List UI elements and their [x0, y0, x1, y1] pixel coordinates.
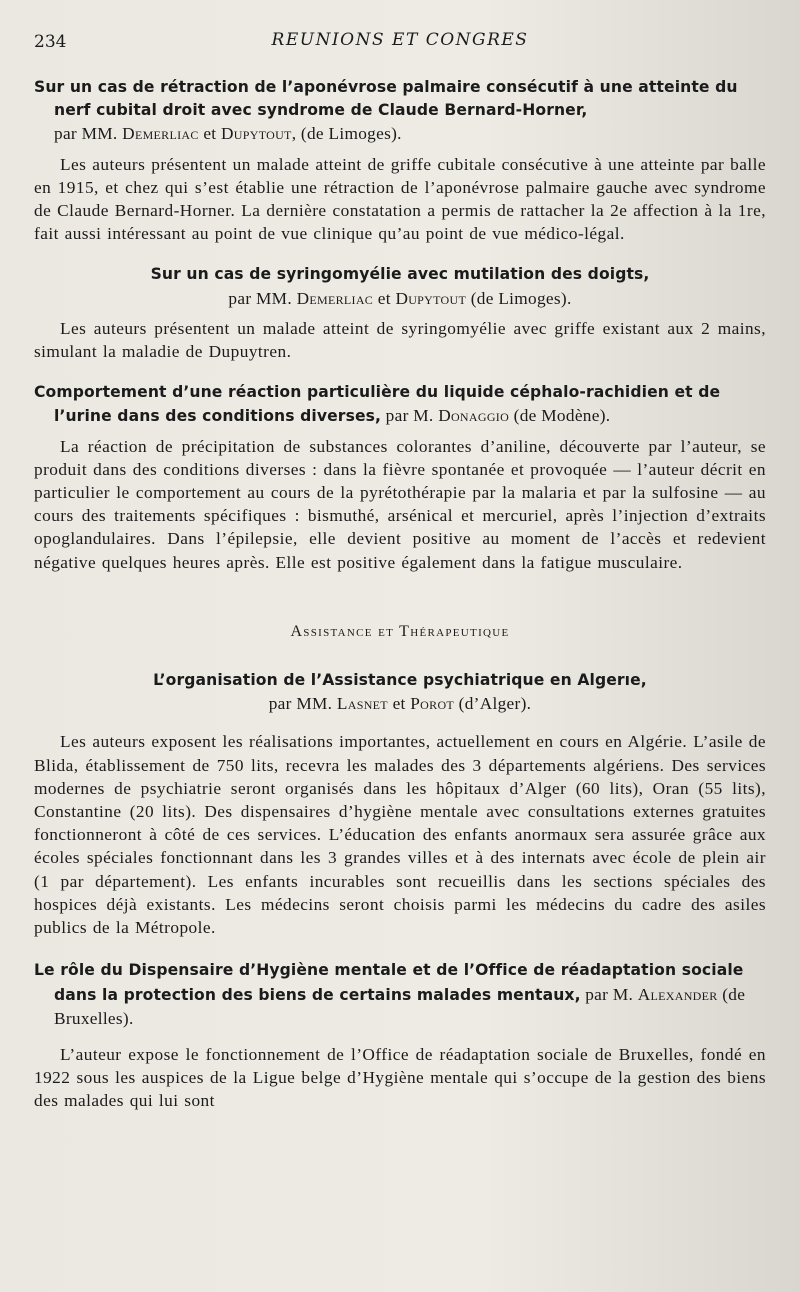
page-header [34, 28, 766, 54]
article-byline: par MM. Demerliac et Dupytout, (de Limoges). [54, 124, 402, 144]
author-name: Porot [410, 694, 455, 714]
article-body: Les auteurs exposent les réalisations importantes, actuellement en cours en Algérie. L’asile de Blida, établissement de 750 lits, recevra les malades des 3 départements algériens. Des services modernes de psychiatrie seront organisés dans les hôpitaux d’Alger (60 lits), Oran (55 lits), Constantine (20 lits). Des dispensaires d’hygiène mentale avec consultations externes gratuites fonctionneront à côté de ces services. L’éducation des enfants anormaux sera assurée grâce aux écoles spéciales fonctionnant dans les 3 grandes villes et à des internats avec école de plein air (1 par département). Les enfants incurables sont recueillis dans les sections spéciales des hospices déjà existants. Les médecins seront choisis parmi les médecins du cadre des asiles publics de la Métropole. [34, 732, 766, 938]
author-name: Donaggio [438, 406, 510, 426]
article-byline: par MM. Lasnet et Porot (d’Alger). [268, 694, 532, 714]
running-head: REUNIONS ET CONGRES [271, 30, 529, 50]
author-name: Lasnet [336, 694, 388, 714]
article-body: Les auteurs présentent un malade atteint de griffe cubitale consécutive à une atteinte par balle en 1915, et chez qui s’est établie une rétraction de l’aponévrose palmaire gauche avec syndrome de Claude Bernard-Horner. La dernière constatation a permis de rattacher la 2e affection à la 1re, fait aussi intéressant au point de vue clinique qu’au point de vue médico-légal. [34, 154, 766, 244]
article-lasnet-porot [34, 669, 766, 939]
page-number: 234 [34, 32, 67, 52]
article-byline: par M. Donaggio (de Modène). [381, 406, 611, 426]
author-name: Dupytout [395, 288, 467, 308]
page-content [34, 76, 766, 1113]
author-name: Demerliac [296, 288, 374, 308]
article-title: L’organisation de l’Assistance psychiatrique en Algerıe, par MM. Lasnet et Porot (d’Alger). [153, 671, 647, 714]
author-name: Demerliac [122, 124, 199, 144]
article-body: La réaction de précipitation de substances colorantes d’aniline, découverte par l’auteur, se produit dans des conditions diverses : dans la fièvre spontanée et provoquée — l’auteur décrit en particulier le comportement au cours de la pyrétothérapie par la malaria et par la sulfosine — au cours des traitements spécifiques : bismuthé, arsénical et mercuriel, après l’injection d’extraits opoglandulaires. Dans l’épilepsie, elle devient positive au moment de l’accès et redevient négative quelques heures après. Elle est positive également dans la fatigue musculaire. [34, 436, 766, 572]
article-body: Les auteurs présentent un malade atteint de syringomyélie avec griffe existant aux 2 mains, simulant la maladie de Dupuytren. [34, 318, 766, 362]
author-name: Alexander [637, 984, 718, 1004]
article-title: Le rôle du Dispensaire d’Hygiène mentale et de l’Office de réadaptation sociale dans la protection des biens de certains malades mentaux, par M. Alexander (de Bruxelles). [34, 961, 746, 1028]
article-demerliac-retraction [34, 76, 766, 245]
article-donaggio [34, 381, 766, 574]
article-title: Comportement d’une réaction particulière du liquide céphalo-rachidien et de l’urine dans des conditions diverses, par M. Donaggio (de Modène). [34, 383, 721, 426]
article-demerliac-syringomyelie [34, 263, 766, 363]
article-byline: par MM. Demerliac et Dupytout (de Limoges). [228, 288, 572, 308]
article-byline: par M. Alexander (de Bruxelles). [54, 984, 746, 1028]
article-alexander [34, 959, 766, 1112]
article-title: Sur un cas de syringomyélie avec mutilation des doigts, par MM. Demerliac et Dupytout (de Limoges). [150, 265, 650, 308]
section-heading: Assistance et Thérapeutique [290, 622, 510, 640]
article-title: Sur un cas de rétraction de l’aponévrose palmaire consécutif à une atteinte du nerf cubital droit avec syndrome de Claude Bernard-Horner, par MM. Demerliac et Dupytout, (de Limoges). [34, 78, 738, 144]
author-name: Dupytout [221, 124, 292, 144]
article-body: L’auteur expose le fonctionnement de l’Office de réadaptation sociale de Bruxelles, fondé en 1922 sous les auspices de la Ligue belge d’Hygiène mentale qui s’occupe de la gestion des biens des malades qui lui sont [34, 1044, 766, 1111]
